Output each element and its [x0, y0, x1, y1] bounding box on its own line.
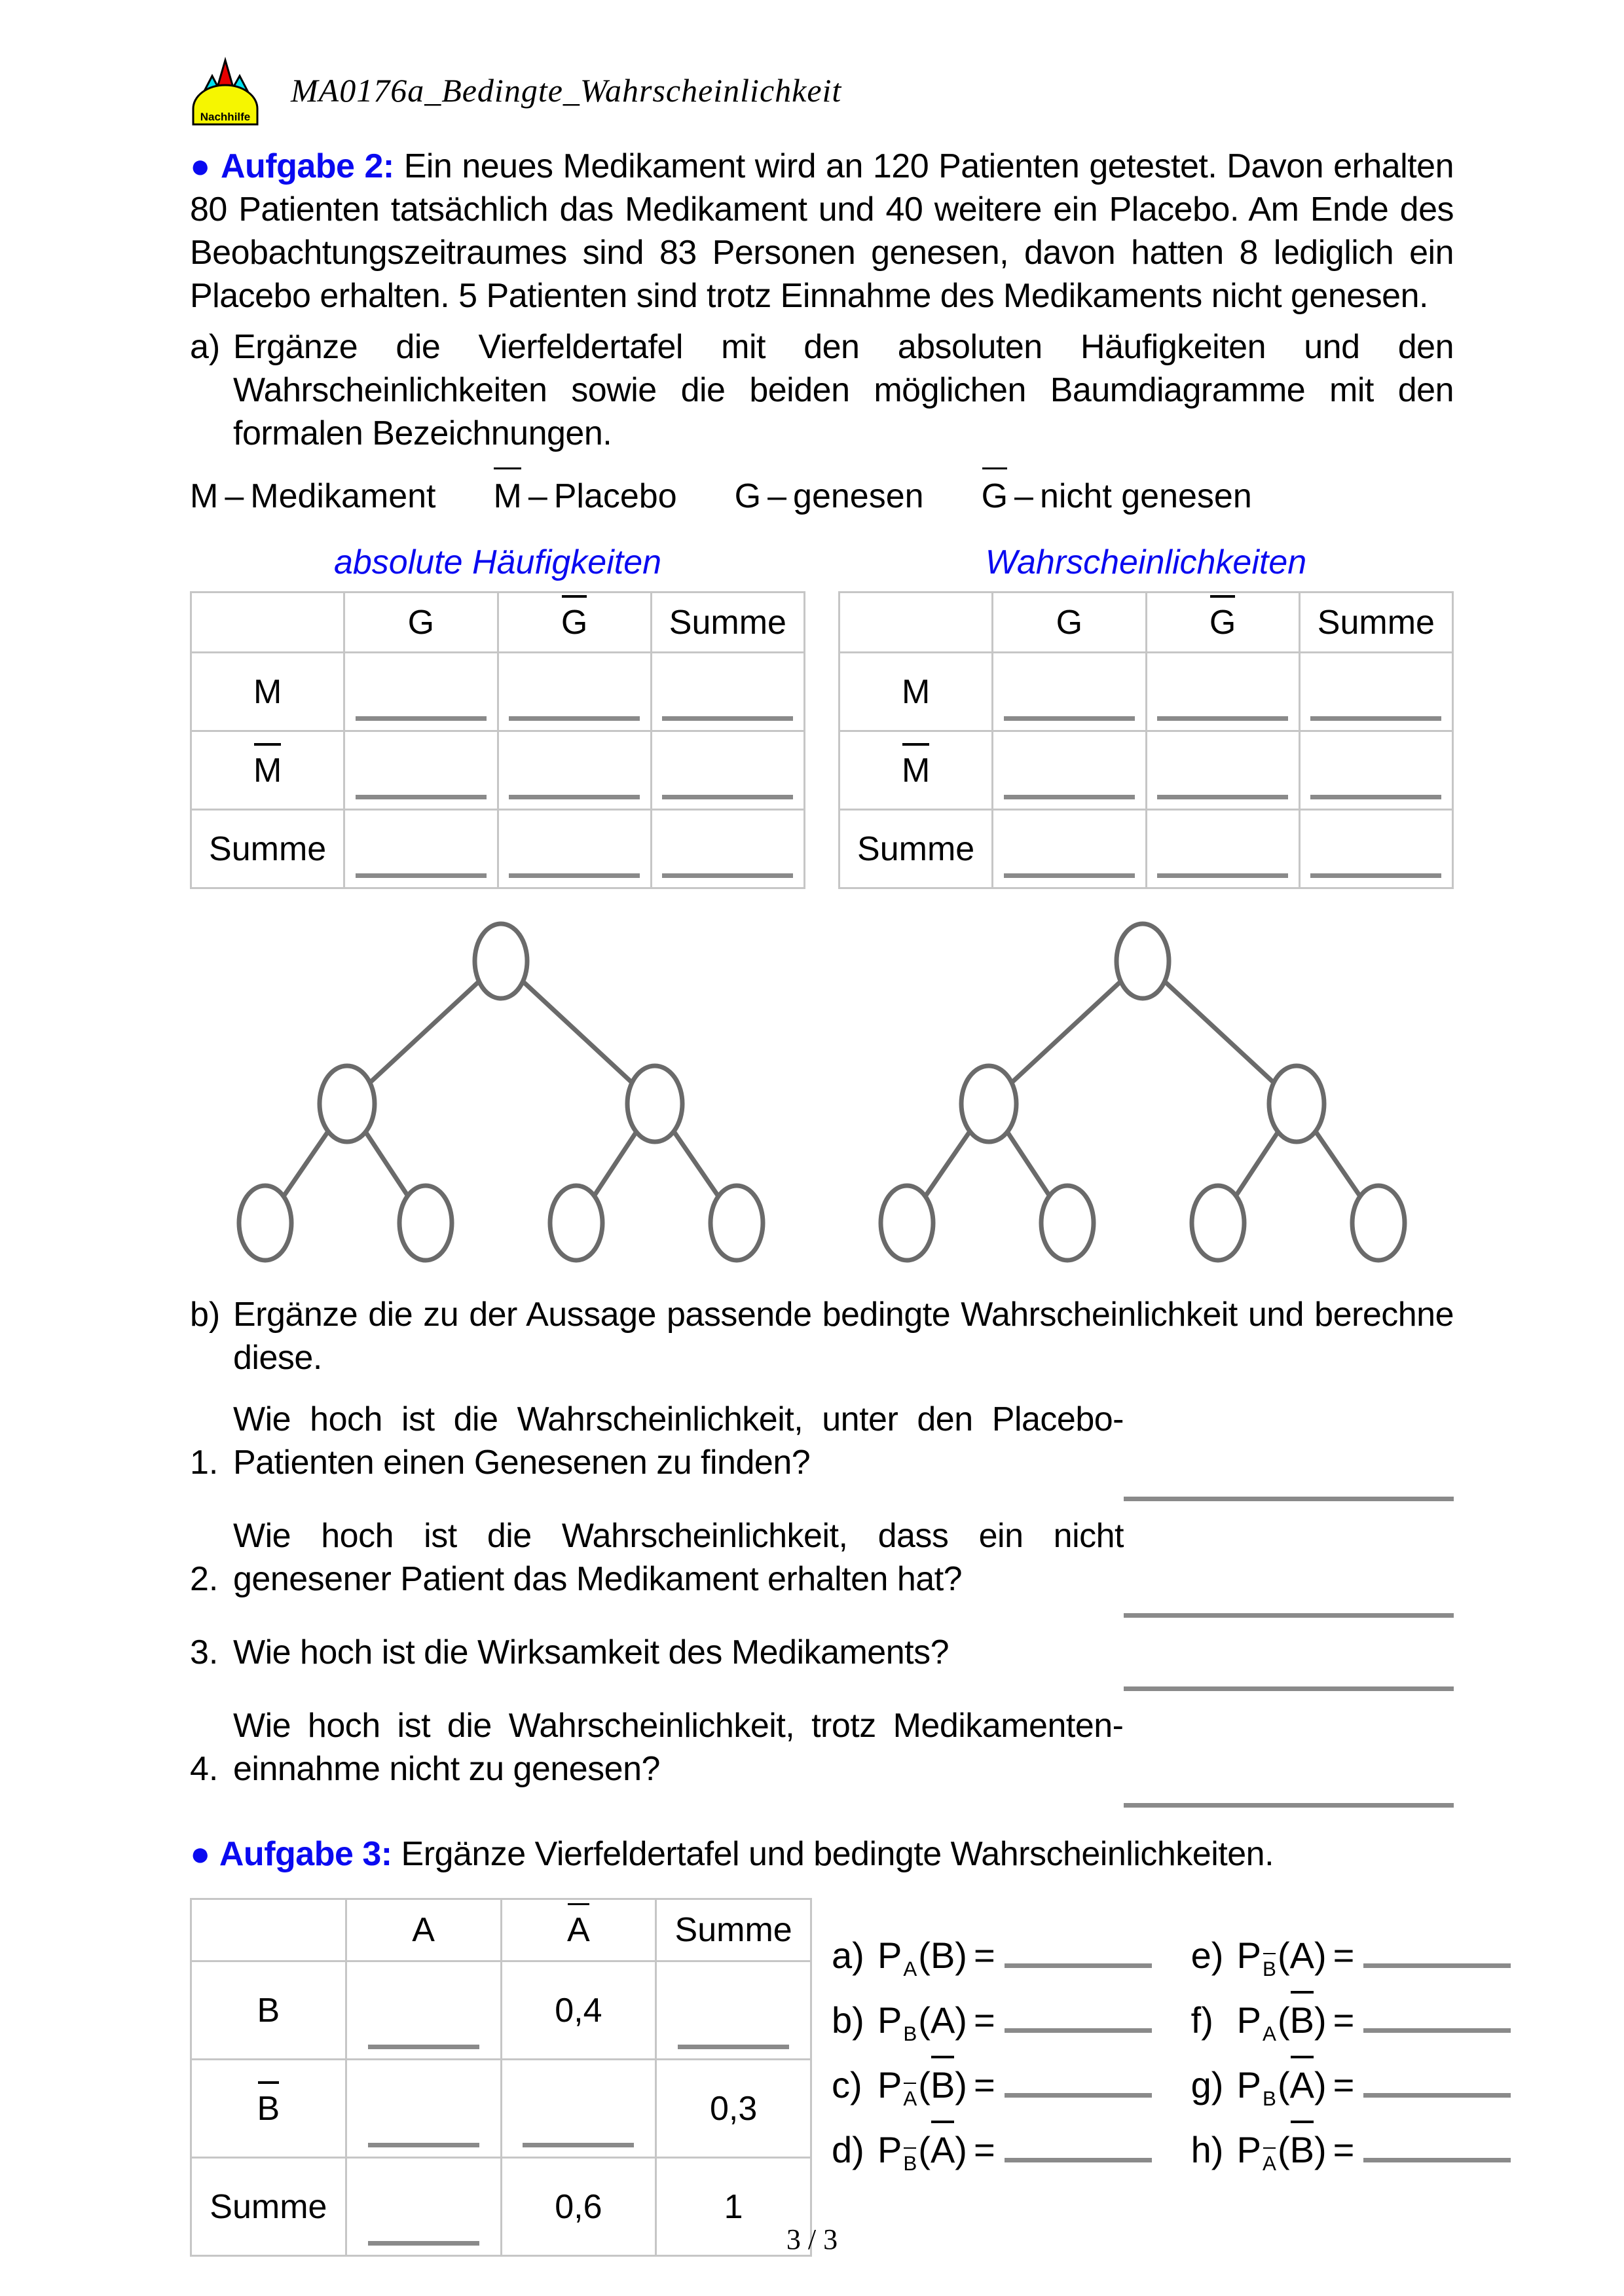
blank-line	[662, 716, 793, 721]
blank-cell	[498, 810, 651, 888]
vierfeldertafel-probabilities	[838, 591, 1454, 889]
subtask-b-label: b)	[190, 1296, 221, 1334]
paren-close: )	[1314, 1935, 1327, 1976]
subtask-a	[190, 325, 1454, 455]
formula-p: P	[1236, 1999, 1262, 2041]
formula-sub: B	[903, 2022, 917, 2045]
legend-symbol-m-bar: M	[493, 475, 521, 518]
task3-body	[190, 1898, 1454, 2257]
blank-line	[1004, 873, 1135, 878]
answer-line	[1363, 2093, 1511, 2098]
question-number: 2.	[190, 1560, 219, 1598]
formula-label: a)	[832, 1935, 864, 1976]
legend-label-placebo: Placebo	[553, 477, 677, 515]
formula-arg: A	[930, 2129, 955, 2170]
probabilities-column	[838, 543, 1454, 889]
task3-bullet: ●	[190, 1835, 210, 1873]
formula-p: P	[877, 1935, 902, 1976]
formula-b	[832, 1999, 1152, 2045]
col-header-a: A	[346, 1899, 501, 1961]
question-list	[190, 1398, 1454, 1791]
task2-text: Ein neues Medikament wird an 120 Patienten getestet. Davon erhalten 80 Patienten tatsächlich das Medikament und 40 weitere ein Placebo. Am Ende des Beobachtungszeitraumes sind 83 Personen genesen, davon hatten 8 lediglich ein Placebo erhalten. 5 Patienten sind trotz Einnahme des Medikaments nicht genesen.	[190, 147, 1454, 315]
formula-sub: A	[903, 2086, 917, 2110]
blank-line	[509, 795, 640, 799]
formula-arg: A	[1289, 1935, 1314, 1976]
legend-dash: –	[767, 477, 787, 515]
question-text: Wie hoch ist die Wahrscheinlichkeit, dass ein nicht genesener Patient das Medikament erhalten hat?	[233, 1517, 1124, 1598]
formula-sub: B	[1263, 2086, 1276, 2110]
equals-sign: =	[973, 1999, 995, 2041]
probabilities-title: Wahrscheinlichkeiten	[985, 543, 1307, 581]
answer-line	[1005, 2158, 1152, 2162]
corner-cell	[191, 592, 344, 653]
blank-cell	[651, 810, 804, 888]
tree-node-left	[961, 1066, 1016, 1142]
formula-d	[832, 2128, 1152, 2175]
formula-label: h)	[1190, 2129, 1224, 2170]
legend-item-m	[190, 475, 435, 518]
formula-a	[832, 1934, 1152, 1980]
blank-cell	[656, 1961, 811, 2060]
question-text: Wie hoch ist die Wahrscheinlichkeit, trotz Medikamenteneinnahme nicht zu genesen?	[233, 1707, 1124, 1788]
legend-item-m-bar	[493, 475, 676, 518]
blank-line	[356, 795, 487, 799]
tree-leaf-2	[1041, 1186, 1094, 1260]
legend-label-genesen: genesen	[793, 477, 924, 515]
paren-open: (	[918, 2129, 931, 2170]
col-header-g-bar: G	[498, 592, 651, 653]
question-number: 1.	[190, 1444, 219, 1482]
blank-cell	[993, 731, 1146, 810]
question-text: Wie hoch ist die Wirksamkeit des Medikaments?	[233, 1633, 949, 1671]
blank-line	[1004, 716, 1135, 721]
blank-cell	[651, 653, 804, 731]
blank-cell	[651, 731, 804, 810]
row-header-m: M	[191, 653, 344, 731]
paren-open: (	[1277, 1999, 1290, 2041]
formula-label: b)	[832, 1999, 864, 2041]
col-header-a-bar: A	[501, 1899, 656, 1961]
corner-cell	[191, 1899, 346, 1961]
formula-g	[1190, 2064, 1511, 2110]
row-header-m-bar: M	[840, 731, 993, 810]
formula-arg: B	[930, 2064, 955, 2105]
formula-label: g)	[1190, 2064, 1224, 2105]
vierfeldertafel-task3	[190, 1898, 812, 2257]
formula-arg: A	[930, 1999, 955, 2041]
col-header-g-bar: G	[1146, 592, 1299, 653]
row-header-summe: Summe	[191, 810, 344, 888]
tree-node-right	[627, 1066, 682, 1142]
task3-text: Ergänze Vierfeldertafel und bedingte Wahrscheinlichkeiten.	[401, 1835, 1274, 1873]
legend-dash: –	[225, 477, 244, 515]
task2-label: Aufgabe 2:	[220, 147, 394, 185]
tree-leaf-3	[550, 1186, 602, 1260]
equals-sign: =	[1333, 1999, 1355, 2041]
equals-sign: =	[1333, 2064, 1355, 2105]
answer-line	[1005, 2028, 1152, 2033]
paren-close: )	[1314, 2064, 1327, 2105]
blank-line	[368, 2045, 479, 2049]
blank-cell	[1146, 731, 1299, 810]
formula-p: P	[877, 2129, 902, 2170]
vierfeldertafel-absolute	[190, 591, 805, 889]
legend-dash: –	[528, 477, 547, 515]
formula-f	[1190, 1999, 1511, 2045]
tree-leaf-1	[239, 1186, 291, 1260]
formula-arg: A	[1289, 2064, 1314, 2105]
tree-leaf-3	[1192, 1186, 1244, 1260]
blank-line	[1310, 716, 1441, 721]
blank-cell	[498, 653, 651, 731]
blank-cell	[498, 731, 651, 810]
blank-cell	[344, 653, 498, 731]
blank-line	[1310, 795, 1441, 799]
blank-line	[678, 2045, 789, 2049]
question-number: 4.	[190, 1750, 219, 1788]
legend-symbol-m: M	[190, 477, 219, 515]
blank-line	[662, 873, 793, 878]
legend-dash: –	[1014, 477, 1033, 515]
subtask-a-label: a)	[190, 328, 221, 366]
answer-line	[1363, 2028, 1511, 2033]
row-header-b-bar: B	[191, 2060, 346, 2158]
equals-sign: =	[1333, 2129, 1355, 2170]
absolute-frequencies-title: absolute Häufigkeiten	[333, 543, 662, 581]
legend-item-g-bar	[982, 475, 1252, 518]
paren-close: )	[955, 2129, 967, 2170]
tree-node-left	[320, 1066, 375, 1142]
tree-leaf-1	[881, 1186, 933, 1260]
equals-sign: =	[973, 2129, 995, 2170]
question-text: Wie hoch ist die Wahrscheinlichkeit, unter den Placebo-Patienten einen Genesenen zu finden?	[233, 1400, 1124, 1482]
tree-leaf-4	[710, 1186, 763, 1260]
tree-node-root	[1116, 924, 1169, 998]
blank-line	[1157, 795, 1288, 799]
row-header-m: M	[840, 653, 993, 731]
formula-e	[1190, 1934, 1511, 1980]
blank-line	[356, 873, 487, 878]
task3-label: Aufgabe 3:	[219, 1835, 392, 1873]
value-cell-summe-abar: 0,6	[501, 2158, 656, 2256]
paren-open: (	[918, 2064, 931, 2105]
task3-intro	[190, 1832, 1454, 1876]
col-header-summe: Summe	[1299, 592, 1452, 653]
nachhilfe-logo-icon	[190, 54, 261, 127]
answer-line	[1124, 1613, 1454, 1618]
blank-line	[368, 2143, 479, 2147]
legend-label-medikament: Medikament	[250, 477, 436, 515]
task2-intro	[190, 145, 1454, 318]
formula-arg: B	[1289, 2129, 1314, 2170]
task3-table-column	[190, 1898, 812, 2257]
formula-sub: A	[903, 1957, 917, 1980]
blank-line	[523, 2143, 634, 2147]
answer-line	[1005, 1963, 1152, 1968]
tree-node-root	[475, 924, 527, 998]
blank-cell	[346, 2060, 501, 2158]
formula-p: P	[1236, 2129, 1262, 2170]
row-header-b: B	[191, 1961, 346, 2060]
question-row-2	[190, 1514, 1454, 1601]
blank-line	[509, 873, 640, 878]
blank-cell	[501, 2060, 656, 2158]
answer-line	[1124, 1497, 1454, 1501]
paren-open: (	[918, 1935, 931, 1976]
formula-sub: A	[1263, 2151, 1276, 2175]
legend-symbol-g: G	[734, 477, 762, 515]
row-header-summe: Summe	[191, 2158, 346, 2256]
question-row-3	[190, 1631, 1454, 1674]
equals-sign: =	[973, 2064, 995, 2105]
formula-label: c)	[832, 2064, 862, 2105]
absolute-frequencies-column	[190, 543, 805, 889]
tree-diagrams	[190, 920, 1454, 1264]
blank-cell	[1146, 653, 1299, 731]
paren-open: (	[918, 1999, 931, 2041]
blank-line	[1157, 873, 1288, 878]
blank-cell	[346, 1961, 501, 2060]
formula-p: P	[877, 1999, 902, 2041]
paren-open: (	[1277, 2129, 1290, 2170]
formula-label: e)	[1190, 1935, 1224, 1976]
paren-open: (	[1277, 2064, 1290, 2105]
fourfield-tables	[190, 543, 1454, 889]
equals-sign: =	[973, 1935, 995, 1976]
tree-diagram-right	[832, 920, 1454, 1264]
formula-h	[1190, 2128, 1511, 2175]
blank-line	[509, 716, 640, 721]
tree-leaf-2	[399, 1186, 452, 1260]
formula-p: P	[877, 2064, 902, 2105]
paren-close: )	[1314, 1999, 1327, 2041]
tree-node-right	[1269, 1066, 1324, 1142]
subtask-a-text: Ergänze die Vierfeldertafel mit den absoluten Häufigkeiten und den Wahrscheinlichkeiten sowie die beiden möglichen Baumdiagramme mit den formalen Bezeichnungen.	[233, 328, 1454, 452]
col-header-summe: Summe	[656, 1899, 811, 1961]
blank-cell	[1299, 731, 1452, 810]
row-header-summe: Summe	[840, 810, 993, 888]
blank-cell	[1299, 810, 1452, 888]
question-number: 3.	[190, 1633, 219, 1671]
col-header-summe: Summe	[651, 592, 804, 653]
formula-p: P	[1236, 1935, 1262, 1976]
formula-sub: B	[903, 2151, 917, 2175]
formula-sub: B	[1263, 1957, 1276, 1980]
question-row-1	[190, 1398, 1454, 1484]
paren-close: )	[955, 1999, 967, 2041]
formula-c	[832, 2064, 1152, 2110]
question-row-4	[190, 1704, 1454, 1791]
blank-cell	[1146, 810, 1299, 888]
row-header-m-bar: M	[191, 731, 344, 810]
legend-label-nicht-genesen: nicht genesen	[1039, 477, 1252, 515]
legend	[190, 475, 1454, 518]
blank-line	[662, 795, 793, 799]
formula-p: P	[1236, 2064, 1262, 2105]
answer-line	[1124, 1803, 1454, 1808]
blank-line	[1157, 716, 1288, 721]
answer-line	[1363, 1963, 1511, 1968]
conditional-probability-formulas	[832, 1934, 1511, 2257]
answer-line	[1005, 2093, 1152, 2098]
legend-item-g	[735, 475, 924, 518]
blank-cell	[1299, 653, 1452, 731]
document-title: MA0176a_Bedingte_Wahrscheinlichkeit	[291, 71, 842, 109]
logo-text: Nachhilfe	[200, 110, 251, 123]
paren-close: )	[955, 2064, 967, 2105]
value-cell-summe-summe: 1	[656, 2158, 811, 2256]
task2-bullet: ●	[190, 147, 211, 185]
col-header-g: G	[993, 592, 1146, 653]
paren-open: (	[1277, 1935, 1290, 1976]
subtask-b-text: Ergänze die zu der Aussage passende bedingte Wahrscheinlichkeit und berechne diese.	[233, 1296, 1454, 1377]
blank-cell	[344, 731, 498, 810]
blank-cell	[993, 653, 1146, 731]
tree-diagram-left	[190, 920, 812, 1264]
formula-sub: A	[1263, 2022, 1276, 2045]
paren-close: )	[955, 1935, 967, 1976]
col-header-g: G	[344, 592, 498, 653]
legend-symbol-g-bar: G	[982, 475, 1008, 518]
formula-arg: B	[1289, 1999, 1314, 2041]
blank-cell	[993, 810, 1146, 888]
answer-line	[1124, 1686, 1454, 1691]
value-cell-b-abar: 0,4	[501, 1961, 656, 2060]
blank-cell	[344, 810, 498, 888]
subtask-b	[190, 1293, 1454, 1379]
formula-label: d)	[832, 2129, 864, 2170]
blank-line	[1004, 795, 1135, 799]
value-cell-bbar-summe: 0,3	[656, 2060, 811, 2158]
paren-close: )	[1314, 2129, 1327, 2170]
blank-line	[1310, 873, 1441, 878]
corner-cell	[840, 592, 993, 653]
equals-sign: =	[1333, 1935, 1355, 1976]
answer-line	[1363, 2158, 1511, 2162]
formula-arg: B	[930, 1935, 955, 1976]
blank-line	[356, 716, 487, 721]
header	[190, 52, 1454, 128]
tree-leaf-4	[1352, 1186, 1405, 1260]
page-number: 3 / 3	[786, 2223, 838, 2255]
formula-label: f)	[1190, 1999, 1213, 2041]
